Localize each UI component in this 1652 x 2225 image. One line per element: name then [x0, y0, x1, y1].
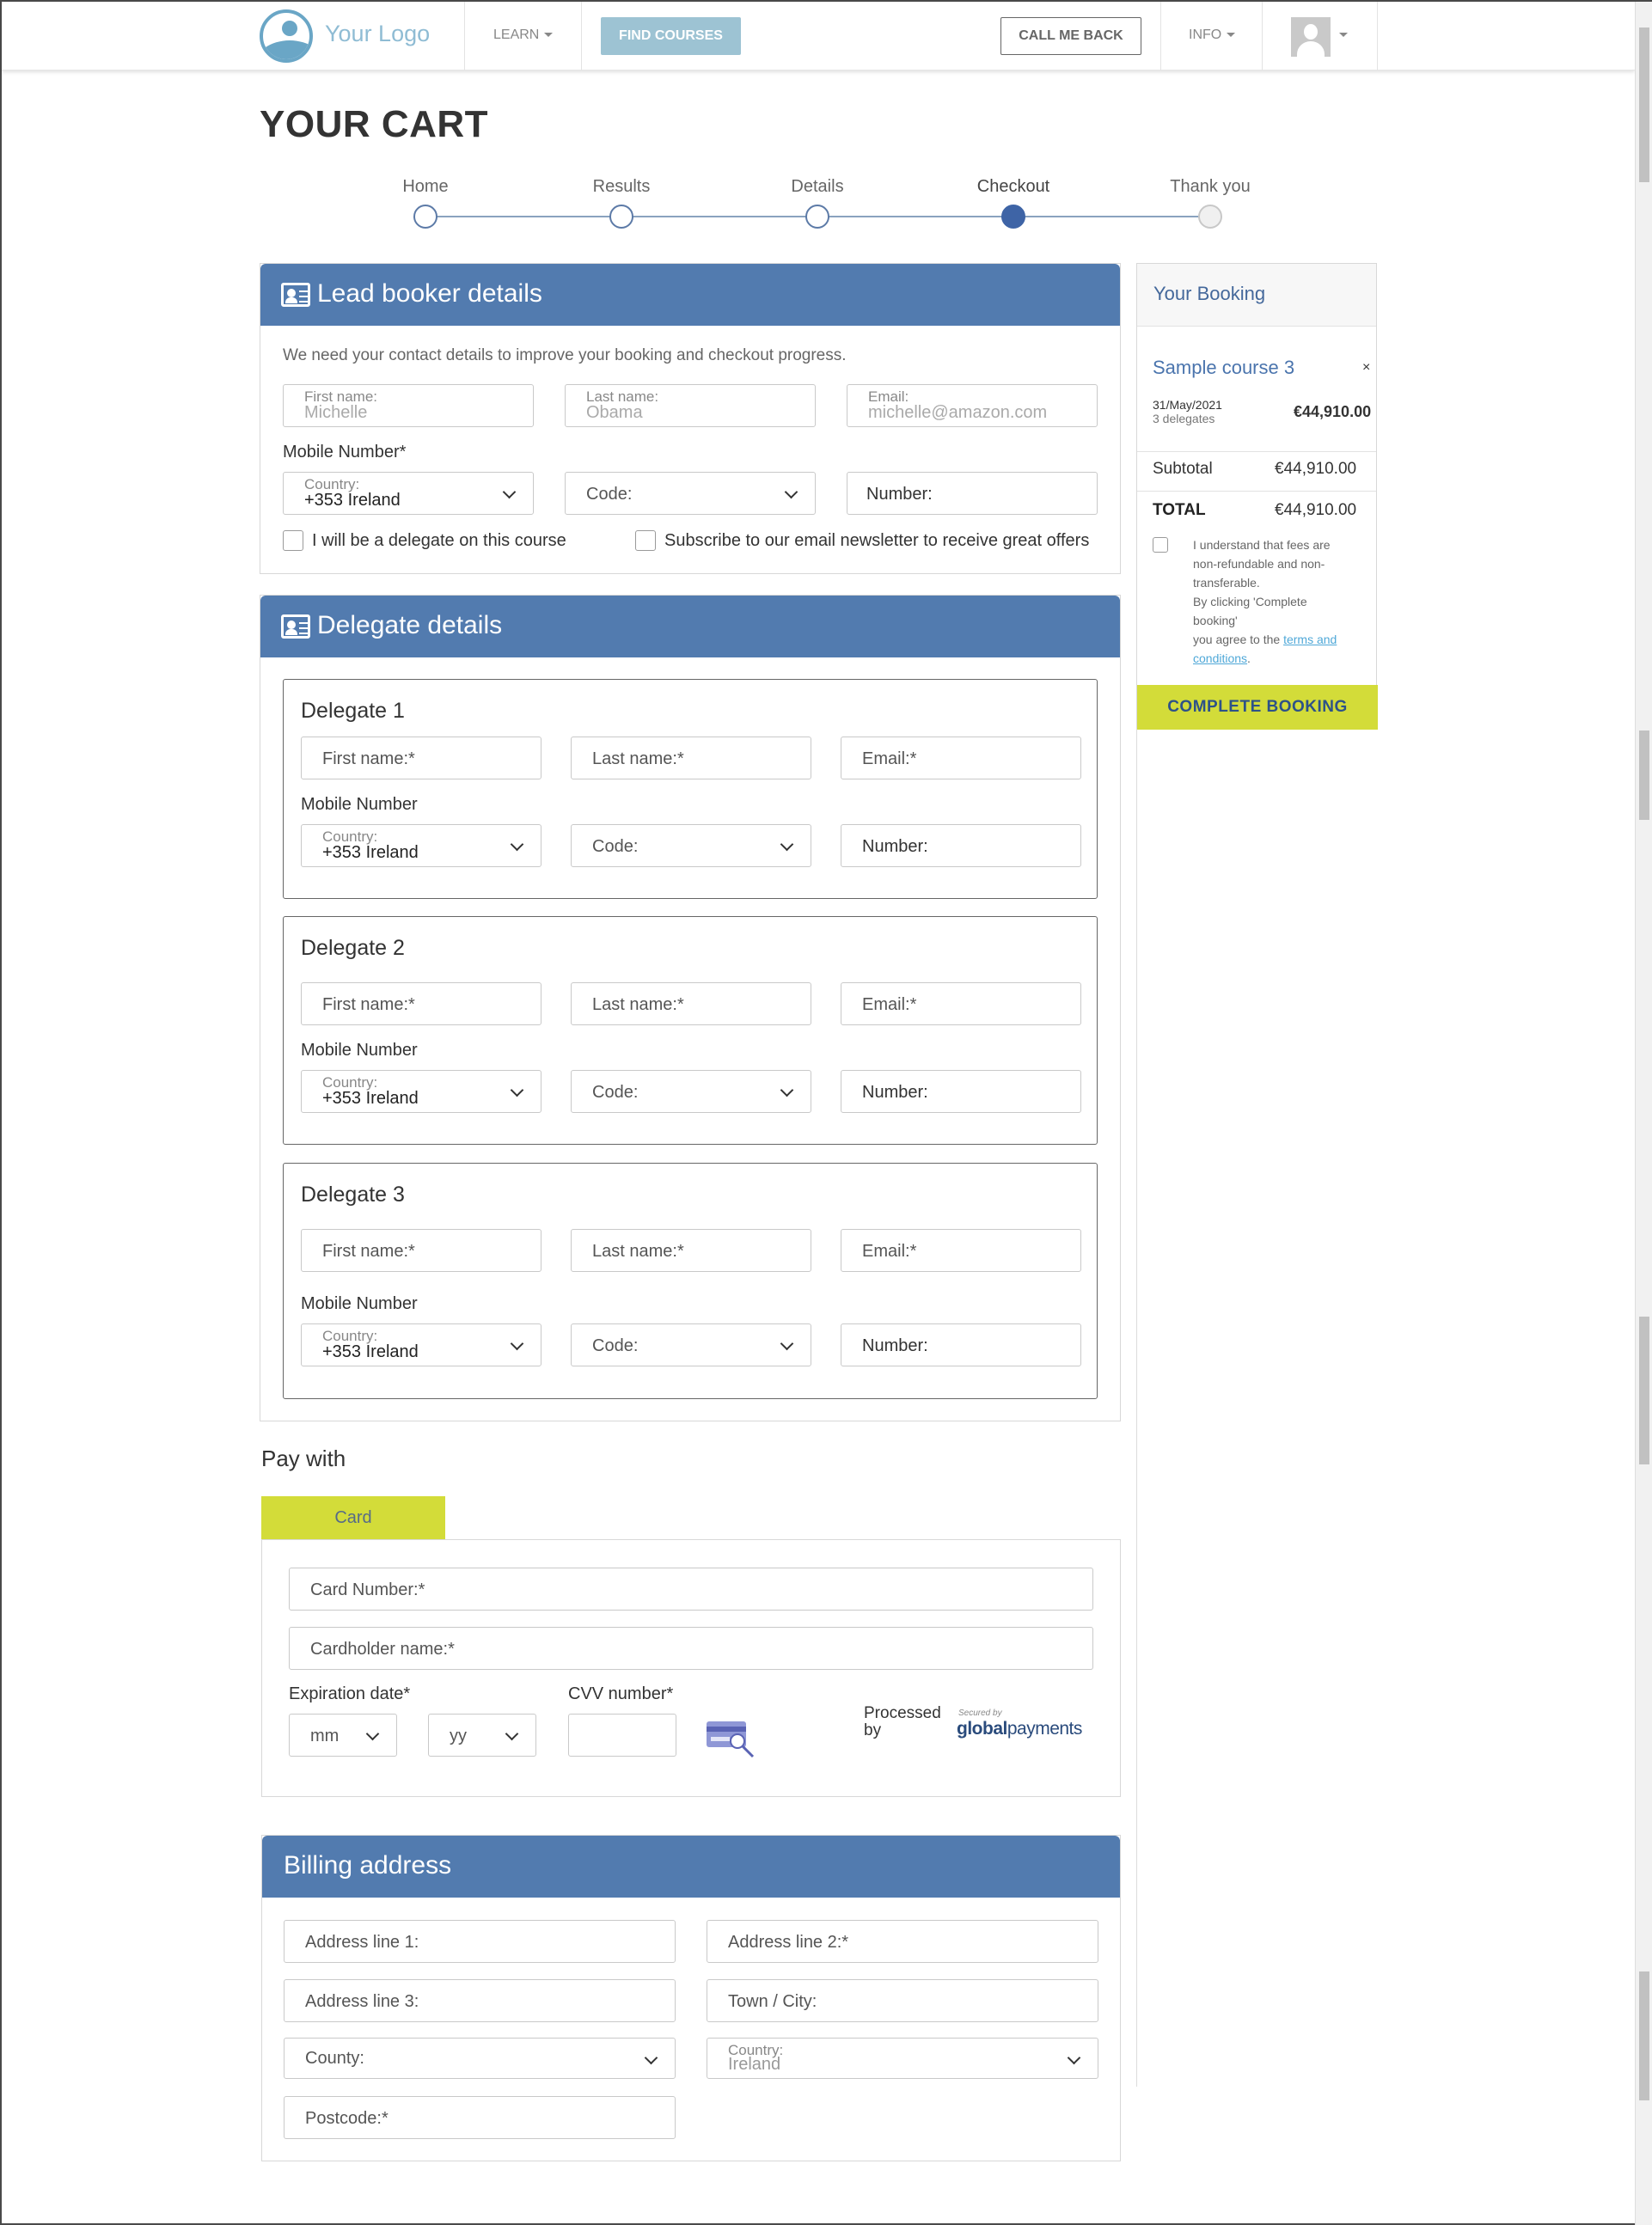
chevron-down-icon — [511, 838, 524, 852]
field-value: +353 Ireland — [322, 843, 419, 862]
terms-line: booking' — [1193, 614, 1238, 627]
field-placeholder: Email:* — [862, 749, 917, 768]
id-card-icon — [281, 614, 310, 639]
field-label: Country: — [304, 476, 360, 492]
delegate-card — [283, 916, 1098, 1145]
billing-country-select[interactable] — [707, 2038, 1098, 2079]
total-value: €44,910.00 — [1275, 501, 1357, 519]
divider — [1137, 491, 1376, 492]
delegate-email-field[interactable] — [841, 737, 1081, 779]
field-value: +353 Ireland — [322, 1089, 419, 1108]
lead-first-name-field[interactable] — [283, 384, 534, 427]
delegate-first-name-field[interactable] — [301, 982, 541, 1025]
chevron-down-icon — [511, 1084, 524, 1097]
billing-panel — [261, 1835, 1121, 2161]
address-line-1-field[interactable] — [284, 1920, 676, 1963]
nav-learn-label: LEARN — [493, 28, 540, 42]
page-title: YOUR CART — [260, 103, 489, 145]
logo-text[interactable]: Your Logo — [325, 21, 431, 46]
field-value: Obama — [586, 403, 643, 422]
field-placeholder: Last name:* — [592, 1242, 684, 1261]
delegate-number-field[interactable] — [841, 1070, 1081, 1113]
cvv-help-icon — [706, 1719, 759, 1758]
delegate-card — [283, 679, 1098, 899]
remove-course-icon[interactable]: × — [1362, 360, 1371, 375]
terms-end: . — [1247, 651, 1251, 665]
delegate-first-name-field[interactable] — [301, 737, 541, 779]
delegate-checkbox-label: I will be a delegate on this course — [312, 531, 566, 550]
avatar[interactable] — [1291, 17, 1331, 57]
subtotal-value: €44,910.00 — [1275, 460, 1357, 478]
mobile-number-label: Mobile Number* — [283, 443, 407, 462]
nav-info-label: INFO — [1189, 28, 1222, 42]
delegate-title: Delegate details — [317, 611, 503, 639]
field-placeholder: Number: — [866, 485, 933, 504]
delegate-country-select[interactable] — [301, 1070, 541, 1113]
field-placeholder: Town / City: — [728, 1992, 817, 2011]
booking-title: Your Booking — [1153, 283, 1266, 304]
course-date: 31/May/2021 — [1153, 398, 1222, 412]
lead-booker-intro: We need your contact details to improve your booking and checkout progress. — [283, 346, 847, 364]
terms-link[interactable]: terms and — [1283, 633, 1337, 646]
field-placeholder: yy — [450, 1727, 467, 1745]
field-placeholder: First name:* — [322, 1242, 415, 1261]
field-placeholder: Last name:* — [592, 749, 684, 768]
course-price: €44,910.00 — [1294, 403, 1372, 420]
caret-down-icon — [1339, 33, 1348, 37]
delegate-last-name-field[interactable] — [571, 737, 811, 779]
terms-checkbox[interactable] — [1153, 537, 1168, 553]
address-line-2-field[interactable] — [707, 1920, 1098, 1963]
chevron-down-icon — [645, 2051, 658, 2065]
field-placeholder: Address line 1: — [305, 1933, 419, 1952]
step-label-home: Home — [402, 177, 449, 196]
delegate-email-field[interactable] — [841, 1229, 1081, 1272]
lead-booker-header — [260, 264, 1120, 326]
chevron-down-icon — [780, 838, 794, 852]
divider — [464, 2, 465, 70]
field-placeholder: Last name:* — [592, 995, 684, 1014]
step-label-checkout: Checkout — [976, 177, 1050, 196]
divider — [1262, 2, 1263, 70]
field-placeholder: Code: — [586, 485, 633, 504]
cardholder-name-field[interactable] — [289, 1627, 1093, 1670]
delegate-country-select[interactable] — [301, 824, 541, 867]
chevron-down-icon — [1068, 2051, 1081, 2065]
field-placeholder: Postcode:* — [305, 2109, 389, 2128]
lead-email-field[interactable] — [847, 384, 1098, 427]
mobile-number-label: Mobile Number — [301, 1041, 418, 1060]
logo-icon[interactable] — [260, 9, 313, 63]
subtotal-label: Subtotal — [1153, 460, 1213, 478]
course-name-link[interactable]: Sample course 3 — [1153, 357, 1295, 378]
divider — [581, 2, 582, 70]
delegate-last-name-field[interactable] — [571, 1229, 811, 1272]
step-label-details: Details — [791, 177, 844, 196]
field-value: +353 Ireland — [322, 1342, 419, 1361]
field-label: Last name: — [586, 388, 659, 405]
scrollbar[interactable] — [1635, 2, 1652, 2225]
find-courses-button[interactable]: FIND COURSES — [601, 17, 741, 55]
chevron-down-icon — [503, 486, 517, 499]
call-me-back-button[interactable]: CALL ME BACK — [1000, 17, 1141, 55]
step-label-thank-you: Thank you — [1170, 177, 1251, 196]
field-value: Ireland — [728, 2055, 781, 2074]
terms-line: transferable. — [1193, 576, 1260, 590]
total-label: TOTAL — [1153, 501, 1206, 519]
delegate-number-field[interactable] — [841, 824, 1081, 867]
divider — [1160, 2, 1161, 70]
terms-text — [1193, 535, 1365, 668]
cvv-field[interactable] — [568, 1714, 676, 1757]
pay-with-title: Pay with — [261, 1446, 346, 1471]
field-placeholder: Address line 3: — [305, 1992, 419, 2011]
card-payment-panel — [261, 1539, 1121, 1797]
chevron-down-icon — [366, 1727, 380, 1741]
field-placeholder: Number: — [862, 1083, 928, 1102]
terms-line: I understand that fees are — [1193, 538, 1331, 552]
field-placeholder: Address line 2:* — [728, 1933, 849, 1952]
field-placeholder: Email:* — [862, 995, 917, 1014]
delegate-code-select[interactable] — [571, 824, 811, 867]
town-city-field[interactable] — [707, 1979, 1098, 2022]
delegate-card-title: Delegate 2 — [301, 936, 405, 960]
lead-code-select[interactable] — [565, 472, 816, 515]
billing-header — [262, 1836, 1120, 1898]
terms-line: By clicking 'Complete — [1193, 595, 1307, 608]
delegate-checkbox[interactable] — [283, 530, 303, 551]
course-delegates: 3 delegates — [1153, 412, 1215, 425]
top-navbar — [2, 2, 1635, 70]
field-label: Country: — [322, 1074, 378, 1091]
gp-brand-bold: global — [957, 1719, 1007, 1739]
step-dot-thank-you — [1198, 205, 1222, 229]
field-placeholder: Email:* — [862, 1242, 917, 1261]
nav-info[interactable] — [1189, 28, 1235, 43]
field-label: Email: — [868, 388, 909, 405]
field-placeholder: Code: — [592, 837, 639, 856]
delegate-header — [260, 596, 1120, 657]
global-payments-logo — [957, 1719, 1082, 1739]
mobile-number-label: Mobile Number — [301, 1294, 418, 1313]
step-dot-checkout — [1001, 205, 1025, 229]
lead-last-name-field[interactable] — [565, 384, 816, 427]
divider — [1377, 2, 1378, 70]
postcode-field[interactable] — [284, 2096, 676, 2139]
nav-learn[interactable] — [493, 28, 553, 43]
scroll-thumb[interactable] — [1639, 730, 1649, 820]
field-label: Country: — [728, 2042, 784, 2058]
step-label-results: Results — [592, 177, 651, 196]
step-dot-home[interactable] — [413, 205, 437, 229]
expiry-year-select[interactable] — [428, 1714, 536, 1757]
terms-link[interactable]: conditions — [1193, 651, 1248, 665]
address-line-3-field[interactable] — [284, 1979, 676, 2022]
delegate-last-name-field[interactable] — [571, 982, 811, 1025]
avatar-menu-toggle[interactable] — [1334, 28, 1348, 43]
field-value: Michelle — [304, 403, 368, 422]
field-placeholder: First name:* — [322, 749, 415, 768]
field-label: First name: — [304, 388, 378, 405]
scroll-thumb[interactable] — [1639, 1971, 1649, 2100]
cvv-label: CVV number* — [568, 1684, 674, 1703]
field-label: Country: — [322, 1328, 378, 1344]
newsletter-checkbox[interactable] — [635, 530, 656, 551]
lead-booker-panel — [260, 263, 1121, 574]
booking-summary — [1136, 263, 1377, 729]
chevron-down-icon — [511, 1337, 524, 1351]
chevron-down-icon — [780, 1084, 794, 1097]
delegate-first-name-field[interactable] — [301, 1229, 541, 1272]
delegate-code-select[interactable] — [571, 1323, 811, 1366]
expiration-label: Expiration date* — [289, 1684, 411, 1703]
field-placeholder: Number: — [862, 837, 928, 856]
complete-booking-button[interactable]: COMPLETE BOOKING — [1137, 685, 1378, 730]
scroll-thumb[interactable] — [1639, 28, 1649, 182]
chevron-down-icon — [780, 1337, 794, 1351]
lead-number-field[interactable] — [847, 472, 1098, 515]
scroll-thumb[interactable] — [1639, 1317, 1649, 1464]
field-value: michelle@amazon.com — [868, 403, 1048, 422]
divider — [1137, 451, 1376, 452]
divider — [1137, 326, 1376, 327]
gp-secured-text: Secured by — [958, 1708, 1002, 1718]
field-placeholder: Number: — [862, 1336, 928, 1355]
id-card-icon — [281, 283, 310, 307]
field-label: Country: — [322, 828, 378, 845]
billing-title: Billing address — [284, 1851, 452, 1880]
field-placeholder: Card Number:* — [310, 1580, 425, 1599]
card-number-field[interactable] — [289, 1568, 1093, 1611]
tab-card[interactable]: Card — [261, 1496, 445, 1539]
gp-brand-rest: payments — [1006, 1719, 1082, 1739]
step-dot-details[interactable] — [805, 205, 829, 229]
county-select[interactable] — [284, 2038, 676, 2079]
delegate-card-title: Delegate 3 — [301, 1183, 405, 1207]
delegate-card — [283, 1163, 1098, 1399]
terms-line: you agree to the — [1193, 633, 1281, 646]
mobile-number-label: Mobile Number — [301, 795, 418, 814]
caret-down-icon — [1227, 33, 1235, 37]
expiry-month-select[interactable] — [289, 1714, 397, 1757]
field-placeholder: County: — [305, 2049, 364, 2068]
newsletter-checkbox-label: Subscribe to our email newsletter to receive great offers — [664, 531, 1090, 550]
field-placeholder: mm — [310, 1727, 340, 1745]
terms-line: non-refundable and non- — [1193, 557, 1325, 571]
delegate-code-select[interactable] — [571, 1070, 811, 1113]
field-value: +353 Ireland — [304, 491, 401, 510]
field-placeholder: Cardholder name:* — [310, 1640, 455, 1659]
chevron-down-icon — [785, 486, 798, 499]
field-placeholder: First name:* — [322, 995, 415, 1014]
field-placeholder: Code: — [592, 1336, 639, 1355]
lead-country-select[interactable] — [283, 472, 534, 515]
caret-down-icon — [544, 33, 553, 37]
delegate-card-title: Delegate 1 — [301, 699, 405, 723]
lead-booker-title: Lead booker details — [317, 279, 542, 308]
delegate-email-field[interactable] — [841, 982, 1081, 1025]
step-dot-results[interactable] — [609, 205, 633, 229]
sidebar-divider — [1136, 729, 1137, 2087]
delegate-number-field[interactable] — [841, 1323, 1081, 1366]
processed-by-label: Processed by — [864, 1704, 941, 1739]
chevron-down-icon — [505, 1727, 519, 1741]
delegate-country-select[interactable] — [301, 1323, 541, 1366]
field-placeholder: Code: — [592, 1083, 639, 1102]
